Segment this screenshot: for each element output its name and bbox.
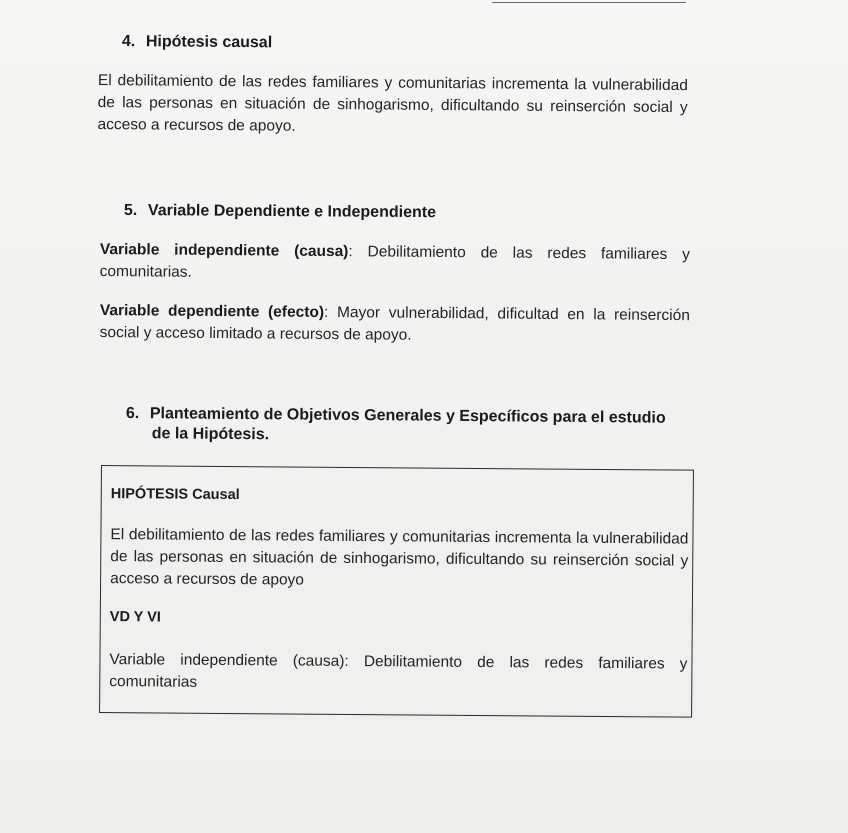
section-5-heading [124,201,436,223]
independent-variable-paragraph [100,239,690,288]
top-table-edge [492,0,686,3]
box-hypothesis-paragraph: El debilitamiento de las redes familiares y comunitarias incrementa la vulnerabilidad de las personas en situación de sinhogarismo, dificultando su reinserción social y acceso a recursos de apoyo [110,526,689,589]
section-6-number: 6. [125,404,140,423]
dependent-variable-label: Variable dependiente (efecto) [99,301,325,321]
independent-variable-text: : Debilitamiento de las redes familiares y comunitarias. [99,243,690,281]
section-4-title: Hipótesis causal [145,33,273,52]
section-4-number: 4. [121,32,136,51]
dependent-variable-text: : Mayor vulnerabilidad, dificultad en la reinserción social y acceso limitado a recursos de apoyo. [99,303,690,344]
section-4-heading [122,32,272,53]
section-6-heading [126,404,696,449]
hypothesis-box [99,465,694,718]
section-4-paragraph: El debilitamiento de las redes familiares y comunitarias incrementa la vulnerabilidad de las personas en situación de sinhogarismo, dificultando su reinserción social y acceso a recursos de apoyo. [97,71,688,135]
dependent-variable-paragraph [100,300,690,349]
section-5-title: Variable Dependiente e Independiente [147,202,437,222]
box-vd-vi-label: VD Y VI [109,609,161,626]
box-variable-paragraph: Variable independiente (causa): Debilitamiento de las redes familiares y comunitarias [109,651,688,691]
section-6-title-line1: Planteamiento de Objetivos Generales y Específicos para el estudio [149,405,666,427]
independent-variable-label: Variable independiente (causa) [99,240,349,261]
section-6-title-line2: de la Hipótesis. [151,425,270,444]
box-title: HIPÓTESIS Causal [110,486,240,504]
section-5-number: 5. [123,201,138,220]
